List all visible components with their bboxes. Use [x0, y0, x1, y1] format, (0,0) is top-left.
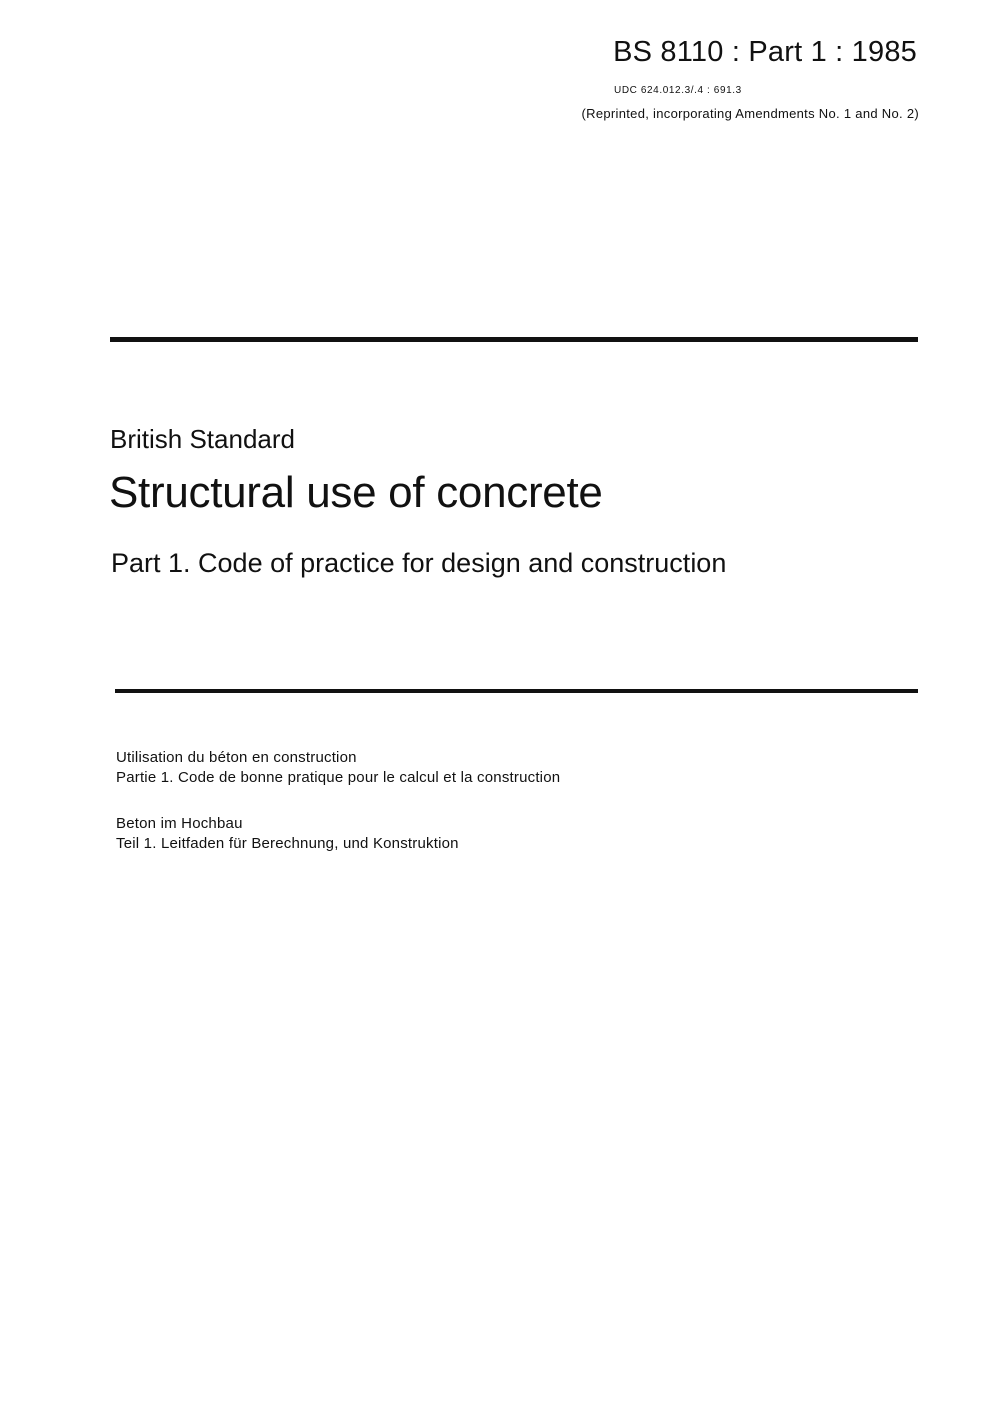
bottom-divider [115, 689, 918, 693]
german-title: Beton im Hochbau [116, 815, 243, 832]
document-title: Structural use of concrete [109, 468, 603, 517]
british-standard-label: British Standard [110, 424, 295, 454]
part-title: Part 1. Code of practice for design and construction [111, 548, 727, 578]
top-divider [110, 337, 918, 342]
french-title: Utilisation du béton en construction [116, 749, 357, 766]
udc-code: UDC 624.012.3/.4 : 691.3 [614, 85, 742, 96]
german-part-title: Teil 1. Leitfaden für Berechnung, und Konstruktion [116, 835, 459, 852]
standard-designation: BS 8110 : Part 1 : 1985 [613, 36, 917, 68]
french-part-title: Partie 1. Code de bonne pratique pour le calcul et la construction [116, 769, 561, 786]
reprint-note: (Reprinted, incorporating Amendments No. 1 and No. 2) [581, 106, 919, 121]
